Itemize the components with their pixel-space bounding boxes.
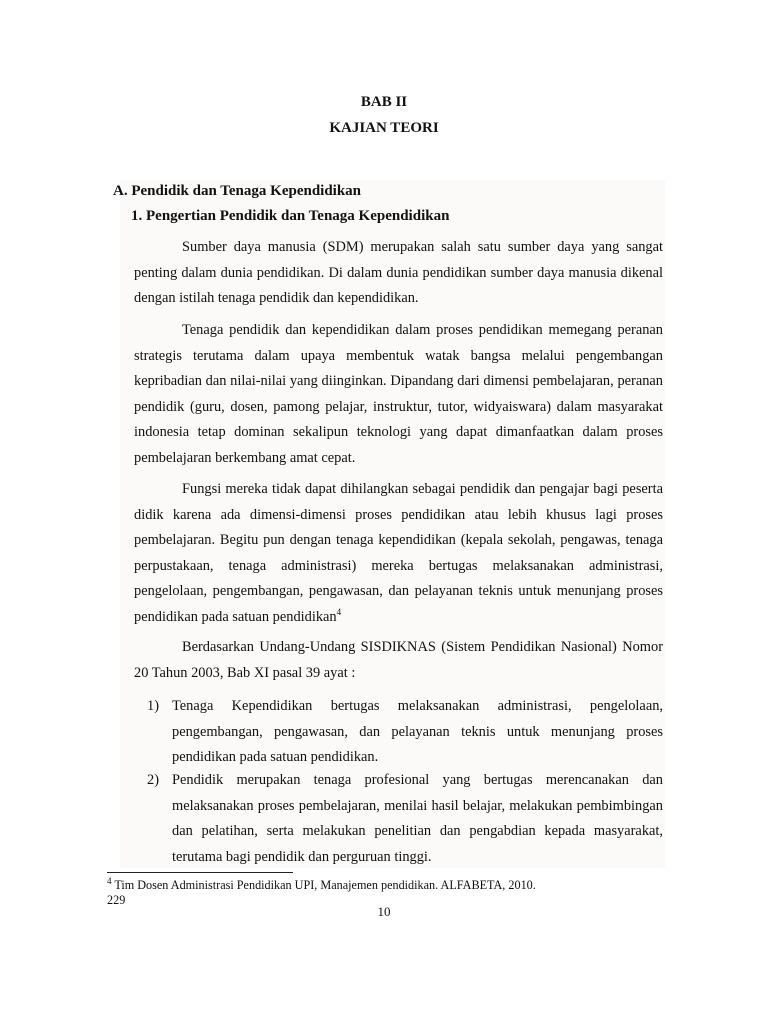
- paragraph-2: Tenaga pendidik dan kependidikan dalam proses pendidikan memegang peranan strategis terutama dalam upaya membentuk watak bangsa melalui pengembangan kepribadian dan nilai-nilai yang diinginkan. Dipandang dari dimensi pembelajaran, peranan pendidik (guru, dosen, pamong pelajar, instruktur, tutor, widyaiswara) dalam masyarakat indonesia tetap dominan sekalipun teknologi yang dapat dimanfaatkan dalam proses pembelajaran berkembang amat cepat.: [134, 322, 663, 466]
- paragraph-3-text: Fungsi mereka tidak dapat dihilangkan sebagai pendidik dan pengajar bagi peserta didik karena ada dimensi-dimensi proses pendidikan atau lebih khusus lagi proses pembelajaran. Begitu pun dengan tenaga kependidikan (kepala sekolah, pengawas, tenaga perpustakaan, tenaga administrasi) mereka bertugas melaksanakan administrasi, pengelolaan, pengembangan, pengawasan, dan pelayanan teknis untuk menunjang proses pendidikan pada satuan pendidikan: [134, 481, 663, 625]
- page-number: 10: [377, 904, 391, 919]
- footnote-page-ref: 229: [107, 893, 126, 907]
- subsection-heading: 1. Pengertian Pendidik dan Tenaga Kependidikan: [131, 208, 450, 224]
- list-item-text: Pendidik merupakan tenaga profesional yang bertugas merencanakan dan melaksanakan proses pembelajaran, menilai hasil belajar, melakukan pembimbingan dan pelatihan, serta melakukan penelitian dan pengabdian kepada masyarakat, terutama bagi pendidik dan perguruan tinggi.: [172, 772, 663, 865]
- chapter-label: BAB II: [360, 94, 408, 110]
- footnote-divider: [107, 872, 293, 873]
- paragraph-1: Sumber daya manusia (SDM) merupakan salah satu sumber daya yang sangat penting dalam dunia pendidikan. Di dalam dunia pendidikan sumber daya manusia dikenal dengan istilah tenaga pendidik dan kependidikan.: [134, 239, 663, 306]
- list-item-number: 1): [147, 698, 159, 714]
- section-heading: A. Pendidik dan Tenaga Kependidikan: [113, 183, 362, 199]
- paragraph-4: Berdasarkan Undang-Undang SISDIKNAS (Sistem Pendidikan Nasional) Nomor 20 Tahun 2003, Bab XI pasal 39 ayat :: [134, 639, 663, 681]
- footnote-mark: 4: [107, 875, 112, 886]
- chapter-title: KAJIAN TEORI: [329, 120, 439, 136]
- footnote-text: Tim Dosen Administrasi Pendidikan UPI, Manajemen pendidikan. ALFABETA, 2010.: [111, 878, 536, 892]
- paragraph-3: [134, 477, 663, 630]
- list-item-number: 2): [147, 772, 159, 788]
- list-item-text: Tenaga Kependidikan bertugas melaksanakan administrasi, pengelolaan, pengembangan, pengawasan, dan pelayanan teknis untuk menunjang proses pendidikan pada satuan pendidikan.: [172, 698, 663, 765]
- footnote-citation: [107, 875, 536, 893]
- footnote-reference: 4: [336, 606, 342, 617]
